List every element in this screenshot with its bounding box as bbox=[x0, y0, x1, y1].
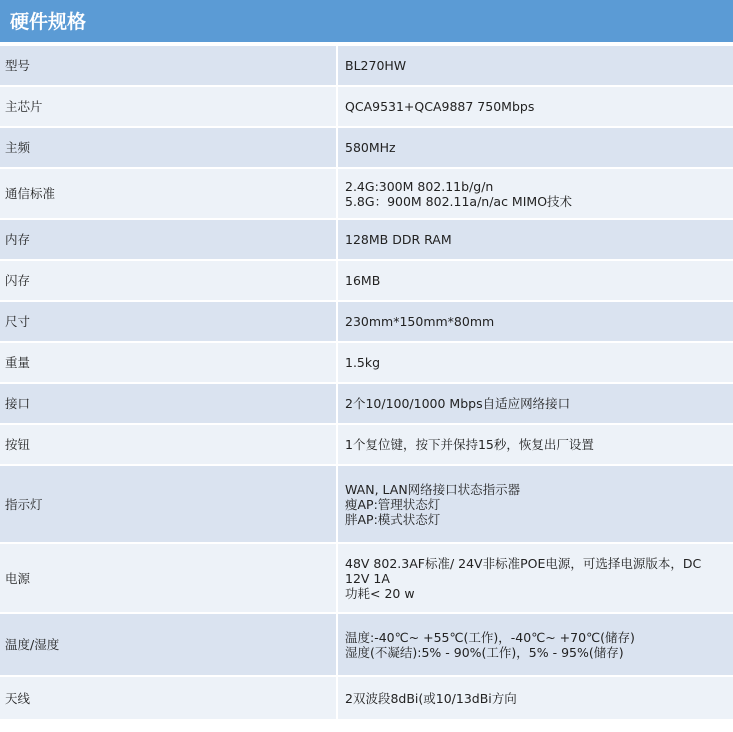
spec-value bbox=[336, 343, 733, 384]
spec-value-line: 2个10/100/1000 Mbps自适应网络接口 bbox=[345, 396, 571, 411]
spec-value-line: 2双波段8dBi(或10/13dBi方向 bbox=[345, 690, 517, 706]
spec-value-line: QCA9531+QCA9887 750Mbps bbox=[345, 99, 535, 114]
spec-value-line: 2.4G:300M 802.11b/g/n bbox=[345, 178, 494, 194]
spec-label: 接口 bbox=[0, 384, 336, 425]
spec-value-line: 1个复位键，按下并保持15秒，恢复出厂设置 bbox=[345, 437, 594, 452]
spec-value bbox=[336, 466, 733, 544]
spec-value bbox=[336, 302, 733, 343]
spec-row bbox=[0, 302, 733, 343]
spec-row bbox=[0, 614, 733, 677]
spec-label: 电源 bbox=[0, 544, 336, 614]
spec-label: 主芯片 bbox=[0, 87, 336, 128]
spec-value bbox=[336, 220, 733, 261]
spec-value-line: 胖AP:模式状态灯 bbox=[345, 511, 441, 527]
spec-value bbox=[336, 614, 733, 677]
spec-value bbox=[336, 384, 733, 425]
spec-value-line: 瘦AP:管理状态灯 bbox=[345, 496, 441, 512]
spec-value bbox=[336, 87, 733, 128]
spec-value-line: 温度:-40℃~ +55℃(工作)，-40℃~ +70℃(储存) bbox=[345, 629, 635, 645]
spec-row bbox=[0, 220, 733, 261]
spec-row bbox=[0, 128, 733, 169]
spec-label: 尺寸 bbox=[0, 302, 336, 343]
spec-value bbox=[336, 128, 733, 169]
spec-value-line: 230mm*150mm*80mm bbox=[345, 314, 495, 329]
spec-table bbox=[0, 46, 733, 721]
spec-value bbox=[336, 544, 733, 614]
spec-value-line: BL270HW bbox=[345, 58, 407, 73]
spec-label: 重量 bbox=[0, 343, 336, 384]
spec-label: 天线 bbox=[0, 677, 336, 721]
spec-value bbox=[336, 425, 733, 466]
spec-label: 通信标准 bbox=[0, 169, 336, 220]
section-header bbox=[0, 0, 733, 44]
spec-row bbox=[0, 466, 733, 544]
spec-value-line: WAN, LAN网络接口状态指示器 bbox=[345, 481, 521, 497]
spec-value-line: 5.8G：900M 802.11a/n/ac MIMO技术 bbox=[345, 193, 573, 209]
spec-row bbox=[0, 261, 733, 302]
spec-label: 温度/湿度 bbox=[0, 614, 336, 677]
spec-label: 主频 bbox=[0, 128, 336, 169]
spec-row bbox=[0, 425, 733, 466]
spec-value bbox=[336, 169, 733, 220]
spec-value-line: 580MHz bbox=[345, 140, 396, 155]
spec-row bbox=[0, 343, 733, 384]
spec-row bbox=[0, 544, 733, 614]
spec-row bbox=[0, 384, 733, 425]
spec-value bbox=[336, 46, 733, 87]
spec-label: 指示灯 bbox=[0, 466, 336, 544]
spec-row bbox=[0, 677, 733, 721]
spec-value-line: 1.5kg bbox=[345, 355, 381, 370]
spec-value-line: 湿度(不凝结):5% - 90%(工作)，5% - 95%(储存) bbox=[345, 644, 624, 660]
section-title: 硬件规格 bbox=[10, 11, 87, 33]
spec-label: 按钮 bbox=[0, 425, 336, 466]
spec-label: 型号 bbox=[0, 46, 336, 87]
spec-label: 内存 bbox=[0, 220, 336, 261]
spec-label: 闪存 bbox=[0, 261, 336, 302]
spec-row bbox=[0, 87, 733, 128]
spec-row bbox=[0, 169, 733, 220]
spec-value-line: 48V 802.3AF标准/ 24V非标准POE电源，可选择电源版本，DC bbox=[345, 555, 702, 571]
spec-value bbox=[336, 677, 733, 721]
spec-value-line: 16MB bbox=[345, 273, 381, 288]
spec-value-line: 功耗< 20 w bbox=[345, 585, 415, 601]
spec-value-line: 128MB DDR RAM bbox=[345, 232, 452, 247]
spec-value bbox=[336, 261, 733, 302]
spec-row bbox=[0, 46, 733, 87]
spec-value-line: 12V 1A bbox=[345, 570, 390, 586]
